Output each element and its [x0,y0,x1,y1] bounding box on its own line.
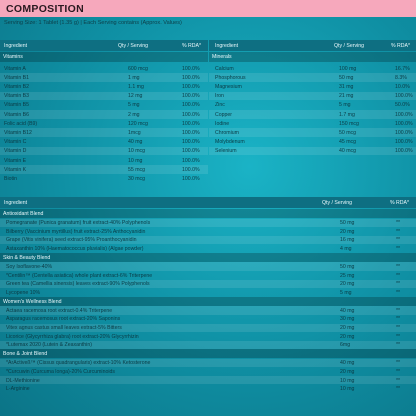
rda-value: ** [396,272,401,279]
right-header-qty: Qty / Serving [334,42,364,49]
ingredient-name: Zinc [215,102,225,109]
ingredient-name: Vitamin K [4,166,27,173]
qty-serving: 10 mg [340,386,355,393]
table-row [209,119,416,128]
qty-serving: 1.1 mg [128,83,144,90]
ingredient-name: Vitamin C [4,139,27,146]
qty-serving: 120 mcg [128,120,148,127]
ingredient-name: Grape (Vitis vinifera) seed extract-95% Proanthocyanidin [6,237,137,244]
rda-value: ** [396,228,401,235]
qty-serving: 10 mcg [128,148,146,155]
table-row [0,306,416,314]
right-table-header [209,40,416,51]
right-header-ingredient: Ingredient [215,42,239,49]
qty-serving: 5 mg [128,102,140,109]
table-row [0,174,208,183]
rda-value: 100.0% [182,129,200,136]
rda-value: 16.7% [395,65,410,72]
rda-value: 50.0% [395,102,410,109]
table-row [0,73,208,82]
table-row [0,128,208,137]
blend-section-label: Skin & Beauty Blend [0,253,416,262]
table-row [209,82,416,91]
rda-value: 100.0% [182,83,200,90]
qty-serving: 20 mg [340,281,355,288]
qty-serving: 25 mg [340,272,355,279]
ingredient-name: Iron [215,93,224,100]
blend-section-label: Antioxidant Blend [0,209,416,218]
table-row [209,110,416,119]
qty-serving: 12 mg [128,93,143,100]
ingredient-name: Astaxanthin 10% (Haematococcus pluvialis) (Algae powder) [6,245,144,252]
ingredient-name: Magnesium [215,83,242,90]
qty-serving: 40 mg [340,307,355,314]
table-row [0,385,416,393]
rda-value: 100.0% [182,139,200,146]
rda-value: 100.0% [182,120,200,127]
ingredient-name: L-Arginine [6,386,30,393]
qty-serving: 10 mg [128,157,143,164]
ingredient-name: Iodine [215,120,230,127]
table-row [0,236,416,244]
qty-serving: 50 mcg [339,129,357,136]
ingredient-name: Vitamin E [4,157,27,164]
table-row [209,147,416,156]
table-row [0,332,416,340]
ingredient-name: Bilberry (Vaccinium myrtillus) fruit extract-25% Anthocyanidin [6,228,146,235]
table-row [0,92,208,101]
ingredient-name: Selenium [215,148,237,155]
ingredient-name: *ArActiveß™ (Cissus quadrangularis) extract-10% Ketosterone [6,360,151,367]
rda-value: 100.0% [182,102,200,109]
rda-value: 100.0% [395,93,413,100]
ingredient-name: Vitamin B2 [4,83,29,90]
qty-serving: 20 mg [340,228,355,235]
qty-serving: 55 mcg [128,166,146,173]
table-row [0,315,416,323]
qty-serving: 5 mg [339,102,351,109]
left-header-ingredient: Ingredient [4,42,28,49]
rda-value: 100.0% [395,148,413,155]
rda-value: 100.0% [182,148,200,155]
left-header-rda: % RDA* [182,42,202,49]
qty-serving: 1mcg [128,129,141,136]
qty-serving: 40 mg [128,139,143,146]
ingredient-name: Soy Isoflavone-40% [6,263,53,270]
ingredient-name: Chromium [215,129,239,136]
ingredient-name: Biotin [4,175,17,182]
table-row [0,262,416,270]
table-row [0,376,416,384]
qty-serving: 21 mg [339,93,354,100]
minerals-section-label: Minerals [209,52,416,62]
qty-serving: 20 mg [340,325,355,332]
table-row [0,119,208,128]
qty-serving: 30 mcg [128,175,146,182]
qty-serving: 16 mg [340,237,355,244]
rda-value: ** [396,377,401,384]
ingredient-name: Copper [215,111,233,118]
table-row [209,73,416,82]
rda-value: ** [396,289,401,296]
blend-section-label: Bone & Joint Blend [0,349,416,358]
qty-serving: 600 mcg [128,65,148,72]
table-row [0,82,208,91]
table-row [0,288,416,296]
table-row [209,92,416,101]
table-row [0,341,416,349]
qty-serving: 50 mg [339,74,354,81]
table-row [0,64,208,73]
rda-value: 100.0% [395,129,413,136]
table-row [209,64,416,73]
qty-serving: 6mg [340,342,351,349]
blend-header-qty: Qty / Serving [322,199,352,206]
ingredient-name: Vitamin B6 [4,111,29,118]
table-row [0,359,416,367]
rda-value: ** [396,307,401,314]
rda-value: ** [396,325,401,332]
rda-value: 8.3% [395,74,407,81]
ingredient-name: *Lutemax 2020 (Lutein & Zeaxanthin) [6,342,92,349]
ingredient-name: Asparagus racemosus root extract-20% Saponins [6,316,121,323]
composition-title: COMPOSITION [0,0,416,17]
table-row [0,271,416,279]
rda-value: ** [396,237,401,244]
rda-value: ** [396,386,401,393]
ingredient-name: Vitamin B12 [4,129,32,136]
ingredient-name: Lycopene 10% [6,289,41,296]
rda-value: ** [396,245,401,252]
table-row [0,324,416,332]
rda-value: 100.0% [182,93,200,100]
rda-value: ** [396,342,401,349]
blend-table-header [0,197,416,208]
ingredient-name: Folic acid (B9) [4,120,38,127]
rda-value: 100.0% [182,166,200,173]
qty-serving: 20 mg [340,333,355,340]
ingredient-name: Calcium [215,65,234,72]
qty-serving: 20 mg [340,368,355,375]
rda-value: 100.0% [182,65,200,72]
ingredient-name: Vitamin B5 [4,102,29,109]
rda-value: ** [396,316,401,323]
table-row [0,280,416,288]
rda-value: 100.0% [395,120,413,127]
qty-serving: 31 mg [339,83,354,90]
qty-serving: 10 mg [340,377,355,384]
qty-serving: 40 mg [340,360,355,367]
ingredient-name: Phosphorous [215,74,246,81]
rda-value: 10.0% [395,83,410,90]
left-table-header [0,40,208,51]
rda-value: 100.0% [182,175,200,182]
ingredient-name: Actaea racemosa root extract-0.4% Triterpene [6,307,113,314]
rda-value: 100.0% [395,111,413,118]
table-row [0,138,208,147]
table-row [0,156,208,165]
blend-header-rda: % RDA* [390,199,410,206]
rda-value: ** [396,368,401,375]
ingredient-name: Vitamin B3 [4,93,29,100]
ingredient-name: Vitamin A [4,65,26,72]
rda-value: 100.0% [182,157,200,164]
qty-serving: 50 mg [340,263,355,270]
ingredient-name: Vitex agnus castus small leaves extract-5% Bitters [6,325,122,332]
left-header-qty: Qty / Serving [118,42,148,49]
rda-value: ** [396,281,401,288]
table-row [209,138,416,147]
table-row [0,367,416,375]
table-row [209,101,416,110]
ingredient-name: Green tea (Camellia sinensis) leaves extract-90% Polyphenols [6,281,150,288]
qty-serving: 2 mg [128,111,140,118]
qty-serving: 1.7 mg [339,111,355,118]
table-row [0,219,416,227]
table-row [0,110,208,119]
rda-value: ** [396,360,401,367]
qty-serving: 50 mg [340,220,355,227]
table-row [0,147,208,156]
vitamins-section-label: Vitamins [0,52,208,62]
qty-serving: 5 mg [340,289,352,296]
qty-serving: 100 mg [339,65,357,72]
rda-value: 100.0% [395,139,413,146]
serving-size-text: Serving Size: 1 Tablet (1.35 g) | Each Serving contains (Approx. Values) [4,20,182,26]
rda-value: ** [396,333,401,340]
ingredient-name: Vitamin D [4,148,27,155]
rda-value: 100.0% [182,74,200,81]
table-row [0,244,416,252]
ingredient-name: Pomegranate (Punica granatum) fruit extract-40% Polyphenols [6,220,151,227]
table-row [0,227,416,235]
qty-serving: 40 mcg [339,148,357,155]
table-row [0,101,208,110]
table-row [0,165,208,174]
table-row [209,128,416,137]
ingredient-name: *Curcuwin (Curcuma longa)-20% Curcuminoids [6,368,115,375]
qty-serving: 1 mg [128,74,140,81]
rda-value: ** [396,263,401,270]
ingredient-name: *Centilin™ (Centella asiatica) whole plant extract-6% Triterpene [6,272,153,279]
ingredient-name: Licorice (Glycyrrhiza glabra) root extract-20% Glycyrrhizin [6,333,139,340]
blend-header-ingredient: Ingredient [4,199,28,206]
qty-serving: 4 mg [340,245,352,252]
right-header-rda: % RDA* [391,42,411,49]
ingredient-name: Molybdenum [215,139,245,146]
rda-value: ** [396,220,401,227]
blend-section-label: Women's Wellness Blend [0,297,416,306]
qty-serving: 30 mg [340,316,355,323]
qty-serving: 150 mcg [339,120,359,127]
ingredient-name: Vitamin B1 [4,74,29,81]
ingredient-name: DL-Methionine [6,377,40,384]
rda-value: 100.0% [182,111,200,118]
qty-serving: 45 mcg [339,139,357,146]
